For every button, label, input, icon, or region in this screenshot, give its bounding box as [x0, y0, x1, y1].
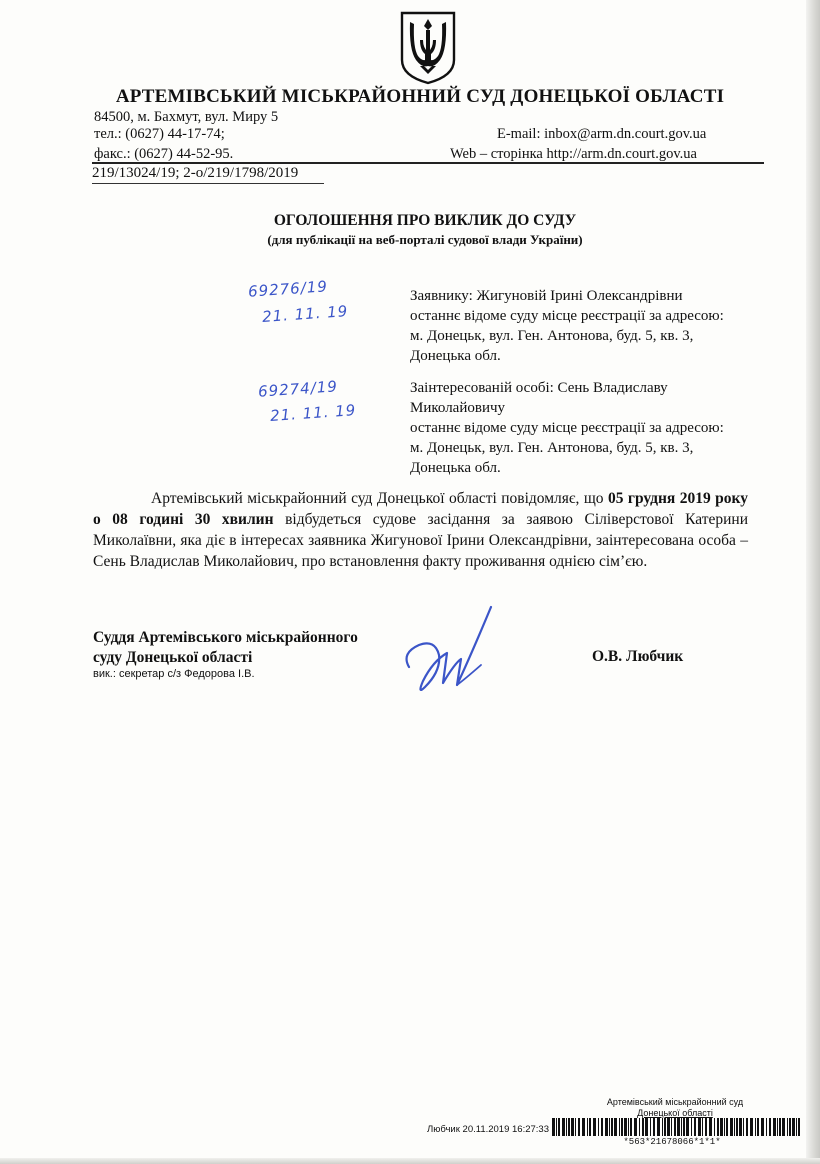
judge-title	[93, 628, 358, 668]
stamp-court-line: Донецької області	[637, 1108, 713, 1118]
judge-title-line: Суддя Артемівського міськрайонного	[93, 629, 358, 646]
recipient-line: останнє відоме суду місце реєстрації за адресою:	[410, 420, 724, 436]
hearing-datetime: 05 грудня 2019 року о 08 годині 30 хвилин	[93, 490, 748, 528]
court-phone: тел.: (0627) 44-17-74;	[94, 126, 225, 142]
recipient-block-interested-party	[410, 378, 724, 478]
case-number: 219/13024/19; 2-о/219/1798/2019	[92, 165, 299, 181]
court-email: E-mail: inbox@arm.dn.court.gov.ua	[497, 126, 707, 142]
case-number-underline	[92, 183, 324, 184]
recipient-line: Донецька обл.	[410, 460, 501, 476]
handwritten-reg-number-1: 69276/19	[247, 277, 329, 301]
handwritten-reg-date-2: 21. 11. 19	[269, 401, 357, 425]
court-website: Web – сторінка http://arm.dn.court.gov.ua	[450, 146, 697, 162]
registry-stamp-court	[590, 1097, 760, 1119]
recipient-line: Миколайовичу	[410, 400, 506, 416]
trident-emblem-icon	[398, 10, 458, 86]
court-fax: факс.: (0627) 44-52-95.	[94, 146, 234, 162]
handwritten-signature-icon	[395, 605, 505, 700]
judge-name: О.В. Любчик	[592, 648, 684, 665]
handwritten-reg-number-2: 69274/19	[257, 377, 339, 401]
judge-title-line: суду Донецької області	[93, 649, 253, 666]
notice-body	[93, 488, 748, 572]
recipient-line: Заінтересованій особі: Сень Владиславу	[410, 380, 668, 396]
recipient-line: останнє відоме суду місце реєстрації за адресою:	[410, 308, 724, 324]
recipient-line: м. Донецьк, вул. Ген. Антонова, буд. 5, кв. 3,	[410, 440, 694, 456]
recipient-block-applicant	[410, 286, 724, 366]
barcode-icon	[552, 1118, 804, 1136]
secretary-note: вик.: секретар с/з Федорова І.В.	[93, 668, 255, 680]
court-address: 84500, м. Бахмут, вул. Миру 5	[94, 109, 279, 125]
body-part-2: відбудеться судове засідання за заявою Сіліверстової Катерини Миколаївни, яка діє в інтересах заявника Жигунової Ірини Олександрівни, заінтересована особа – Сень Владислав Миколайович, про встановлення факту проживання однією сім’єю.	[93, 511, 748, 570]
registry-stamp-meta: Любчик 20.11.2019 16:27:33	[427, 1124, 549, 1135]
recipient-line: Донецька обл.	[410, 348, 501, 364]
handwritten-reg-date-1: 21. 11. 19	[261, 302, 349, 326]
page-bottom-shadow	[0, 1158, 820, 1164]
barcode-text: *563*21678066*1*1*	[623, 1137, 721, 1147]
header-divider	[92, 162, 764, 164]
page-edge-shadow	[806, 0, 820, 1164]
notice-title: ОГОЛОШЕННЯ ПРО ВИКЛИК ДО СУДУ	[273, 212, 577, 229]
court-name: АРТЕМІВСЬКИЙ МІСЬКРАЙОННИЙ СУД ДОНЕЦЬКОЇ ОБЛАСТІ	[115, 86, 725, 107]
recipient-line: Заявнику: Жигуновій Ірині Олександрівни	[410, 288, 683, 304]
notice-subtitle: (для публікації на веб-порталі судової влади України)	[267, 232, 583, 247]
stamp-court-line: Артемівський міськрайонний суд	[606, 1097, 744, 1107]
recipient-line: м. Донецьк, вул. Ген. Антонова, буд. 5, кв. 3,	[410, 328, 694, 344]
body-part-1: Артемівський міськрайонний суд Донецької області повідомляє, що	[151, 490, 608, 507]
